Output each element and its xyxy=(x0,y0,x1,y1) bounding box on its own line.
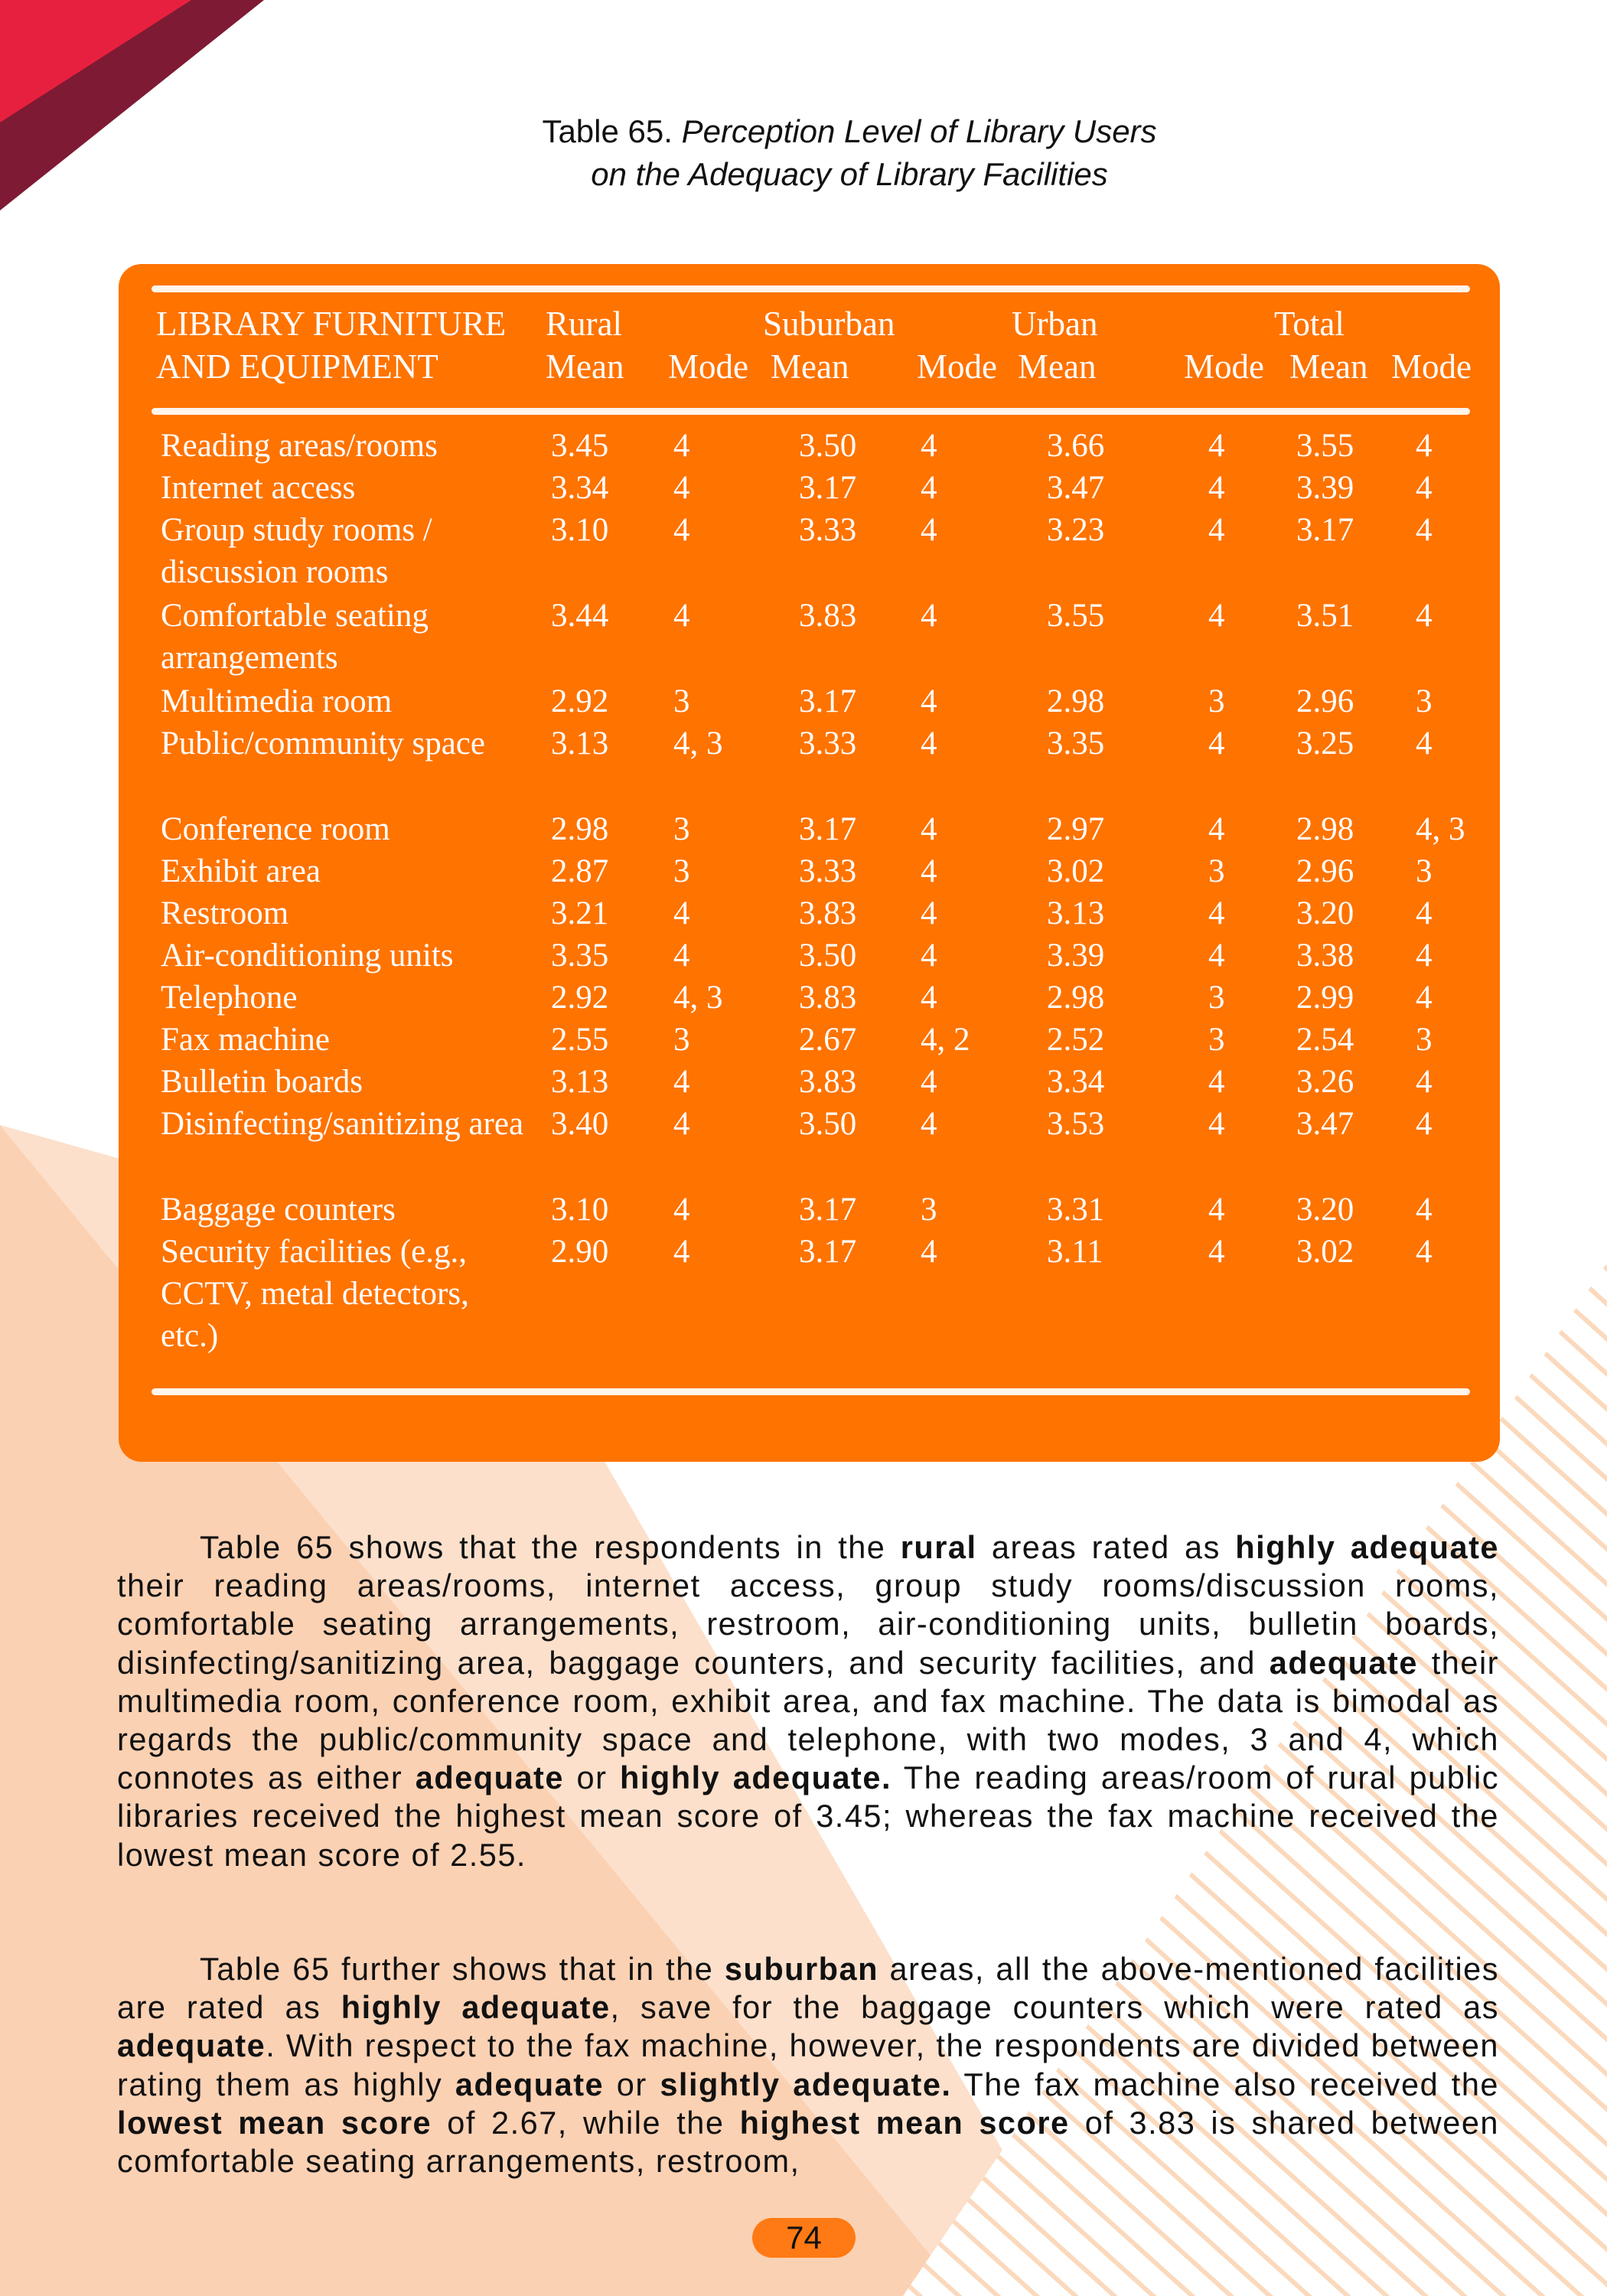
cell-total-mode: 3 xyxy=(1416,683,1433,719)
cell-rural-mode: 3 xyxy=(673,1022,690,1058)
cell-rural-mean: 3.44 xyxy=(551,598,609,634)
cell-suburban-mean: 3.33 xyxy=(799,512,857,548)
p1-text-3: their reading areas/rooms, internet access, group study rooms/discussion rooms, comfortable seating arrangements, restroom, air-conditioning units, bulletin boards, disinfecting/sanitizing area, baggage counters, and security facilities, and xyxy=(117,1567,1499,1681)
cell-urban-mean: 2.97 xyxy=(1047,811,1105,847)
cell-urban-mode: 4 xyxy=(1208,811,1225,847)
cell-suburban-mean: 3.17 xyxy=(799,470,857,506)
cell-rural-mean: 2.92 xyxy=(551,980,609,1016)
cell-rural-mode: 4 xyxy=(673,1192,690,1228)
cell-rural-mean: 3.40 xyxy=(551,1106,609,1142)
cell-total-mean: 2.96 xyxy=(1296,683,1354,719)
caption-title-line1: Perception Level of Library Users xyxy=(681,113,1157,149)
header-total-mode: Mode xyxy=(1391,347,1472,386)
cell-total-mode: 4 xyxy=(1416,938,1433,974)
header-urban-mode: Mode xyxy=(1184,347,1264,386)
cell-suburban-mean: 3.17 xyxy=(799,811,857,847)
p1-text-2: areas rated as xyxy=(976,1529,1236,1565)
p2-bold-3: adequate xyxy=(117,2027,266,2064)
cell-suburban-mode: 4, 2 xyxy=(921,1022,970,1058)
row-label: Security facilities (e.g., CCTV, metal detectors, etc.) xyxy=(161,1234,469,1354)
cell-total-mean: 3.47 xyxy=(1296,1106,1354,1142)
cell-suburban-mode: 4 xyxy=(921,1064,937,1100)
p1-bold-1: rural xyxy=(900,1529,977,1565)
cell-total-mean: 3.20 xyxy=(1296,1192,1354,1228)
cell-total-mean: 3.20 xyxy=(1296,895,1354,931)
header-total: Total xyxy=(1274,305,1345,343)
cell-urban-mode: 4 xyxy=(1208,1192,1225,1228)
cell-suburban-mode: 4 xyxy=(921,980,937,1016)
cell-urban-mode: 4 xyxy=(1208,470,1225,506)
cell-suburban-mean: 2.67 xyxy=(799,1022,857,1058)
cell-rural-mode: 4 xyxy=(673,512,690,548)
cell-rural-mean: 3.21 xyxy=(551,895,609,931)
cell-rural-mean: 3.34 xyxy=(551,470,609,506)
cell-rural-mean: 2.92 xyxy=(551,683,609,719)
cell-total-mean: 2.98 xyxy=(1296,811,1354,847)
row-label: Baggage counters xyxy=(161,1192,396,1228)
page-number: 74 xyxy=(752,2218,856,2258)
cell-suburban-mean: 3.33 xyxy=(799,853,857,889)
cell-rural-mean: 2.98 xyxy=(551,811,609,847)
header-urban-mean: Mean xyxy=(1018,347,1097,386)
cell-total-mode: 3 xyxy=(1416,1022,1433,1058)
cell-urban-mean: 3.55 xyxy=(1047,598,1105,634)
cell-urban-mode: 4 xyxy=(1208,726,1225,762)
cell-suburban-mean: 3.83 xyxy=(799,598,857,634)
cell-total-mean: 3.55 xyxy=(1296,428,1354,464)
cell-urban-mean: 3.11 xyxy=(1047,1234,1103,1270)
p2-bold-6: lowest mean score xyxy=(117,2104,432,2141)
cell-urban-mean: 3.34 xyxy=(1047,1064,1105,1100)
cell-rural-mode: 4 xyxy=(673,1106,690,1142)
cell-suburban-mode: 4 xyxy=(921,938,937,974)
cell-urban-mean: 3.23 xyxy=(1047,512,1105,548)
cell-total-mean: 3.25 xyxy=(1296,726,1354,762)
p2-text-5: or xyxy=(604,2066,660,2102)
cell-rural-mean: 3.10 xyxy=(551,1192,609,1228)
cell-urban-mode: 4 xyxy=(1208,1106,1225,1142)
cell-total-mean: 2.96 xyxy=(1296,853,1354,889)
cell-urban-mean: 2.52 xyxy=(1047,1022,1105,1058)
cell-suburban-mode: 4 xyxy=(921,726,937,762)
row-label: Telephone xyxy=(161,980,298,1016)
cell-suburban-mean: 3.50 xyxy=(799,428,857,464)
cell-total-mean: 3.26 xyxy=(1296,1064,1354,1100)
row-label: Public/community space xyxy=(161,726,485,762)
cell-urban-mode: 3 xyxy=(1208,980,1225,1016)
paragraph-suburban-summary xyxy=(117,1950,1499,2180)
cell-suburban-mode: 4 xyxy=(921,1106,937,1142)
cell-total-mode: 4 xyxy=(1416,1234,1433,1270)
cell-total-mode: 4 xyxy=(1416,470,1433,506)
cell-suburban-mode: 4 xyxy=(921,470,937,506)
caption-title-line2: on the Adequacy of Library Facilities xyxy=(591,156,1108,192)
cell-rural-mode: 4 xyxy=(673,598,690,634)
cell-suburban-mean: 3.50 xyxy=(799,938,857,974)
row-label: Reading areas/rooms xyxy=(161,428,438,464)
cell-urban-mode: 4 xyxy=(1208,598,1225,634)
cell-urban-mean: 2.98 xyxy=(1047,980,1105,1016)
cell-total-mode: 4 xyxy=(1416,1106,1433,1142)
cell-rural-mode: 4 xyxy=(673,1064,690,1100)
cell-total-mode: 4 xyxy=(1416,1192,1433,1228)
cell-total-mean: 3.02 xyxy=(1296,1234,1354,1270)
p1-bold-5: highly adequate. xyxy=(620,1760,892,1796)
cell-total-mode: 4 xyxy=(1416,980,1433,1016)
cell-urban-mode: 4 xyxy=(1208,428,1225,464)
cell-total-mean: 3.17 xyxy=(1296,512,1354,548)
row-label: Air-conditioning units xyxy=(161,938,454,974)
row-label: Group study rooms / discussion rooms xyxy=(161,512,432,590)
p1-bold-4: adequate xyxy=(415,1760,564,1796)
header-suburban: Suburban xyxy=(763,305,895,343)
p1-text-1: Table 65 shows that the respondents in the xyxy=(200,1529,901,1565)
cell-suburban-mean: 3.83 xyxy=(799,1064,857,1100)
row-label: Restroom xyxy=(161,895,289,931)
p2-text-6: The fax machine also received the xyxy=(951,2066,1499,2102)
cell-urban-mode: 3 xyxy=(1208,853,1225,889)
p2-text-3: , save for the baggage counters which were rated as xyxy=(610,1989,1499,2026)
cell-urban-mode: 4 xyxy=(1208,895,1225,931)
p2-text-2: areas, all the above-mentioned facilities are rated as xyxy=(117,1951,1499,2026)
cell-total-mode: 4 xyxy=(1416,428,1433,464)
cell-urban-mean: 3.53 xyxy=(1047,1106,1105,1142)
row-label: Bulletin boards xyxy=(161,1064,363,1100)
cell-total-mode: 3 xyxy=(1416,853,1433,889)
cell-rural-mode: 4 xyxy=(673,428,690,464)
cell-urban-mode: 4 xyxy=(1208,512,1225,548)
cell-urban-mode: 3 xyxy=(1208,1022,1225,1058)
row-label: Comfortable seating arrangements xyxy=(161,598,429,676)
cell-suburban-mode: 4 xyxy=(921,895,937,931)
cell-urban-mode: 4 xyxy=(1208,1234,1225,1270)
cell-suburban-mode: 4 xyxy=(921,1234,937,1270)
cell-urban-mean: 3.02 xyxy=(1047,853,1105,889)
paragraph-rural-summary xyxy=(117,1528,1499,1874)
cell-total-mode: 4 xyxy=(1416,598,1433,634)
p1-text-4: their multimedia room, conference room, exhibit area, and fax machine. The data is bimodal as regards the public/community space and telephone, with two modes, 3 and 4, which connotes as either xyxy=(117,1644,1499,1796)
cell-total-mean: 2.54 xyxy=(1296,1022,1354,1058)
cell-urban-mean: 2.98 xyxy=(1047,683,1105,719)
header-furniture-line1: LIBRARY FURNITURE xyxy=(156,305,507,343)
cell-rural-mean: 3.13 xyxy=(551,1064,609,1100)
cell-suburban-mean: 3.17 xyxy=(799,1234,857,1270)
data-table xyxy=(119,264,1500,1462)
cell-rural-mean: 3.35 xyxy=(551,938,609,974)
cell-total-mode: 4, 3 xyxy=(1416,811,1465,847)
cell-rural-mode: 4, 3 xyxy=(673,726,723,762)
p2-text-1: Table 65 further shows that in the xyxy=(200,1951,725,1987)
cell-total-mode: 4 xyxy=(1416,895,1433,931)
p2-text-7: of 2.67, while the xyxy=(432,2104,740,2141)
cell-total-mode: 4 xyxy=(1416,512,1433,548)
row-label: Internet access xyxy=(161,470,356,506)
cell-urban-mean: 3.31 xyxy=(1047,1192,1105,1228)
cell-suburban-mean: 3.83 xyxy=(799,980,857,1016)
cell-urban-mean: 3.39 xyxy=(1047,938,1105,974)
header-urban: Urban xyxy=(1012,305,1098,343)
cell-rural-mean: 3.10 xyxy=(551,512,609,548)
cell-rural-mean: 2.90 xyxy=(551,1234,609,1270)
row-label: Multimedia room xyxy=(161,683,393,719)
cell-suburban-mean: 3.83 xyxy=(799,895,857,931)
p2-bold-5: slightly adequate. xyxy=(660,2066,952,2102)
p1-bold-3: adequate xyxy=(1269,1644,1418,1681)
cell-rural-mode: 4 xyxy=(673,470,690,506)
caption-prefix: Table 65. xyxy=(542,113,673,149)
table-caption xyxy=(0,110,1607,196)
header-suburban-mode: Mode xyxy=(917,347,997,386)
cell-total-mean: 3.38 xyxy=(1296,938,1354,974)
cell-suburban-mean: 3.50 xyxy=(799,1106,857,1142)
cell-urban-mode: 4 xyxy=(1208,1064,1225,1100)
cell-urban-mean: 3.47 xyxy=(1047,470,1105,506)
cell-total-mean: 3.39 xyxy=(1296,470,1354,506)
cell-urban-mode: 3 xyxy=(1208,683,1225,719)
header-rural: Rural xyxy=(546,305,622,343)
p2-text-8: of 3.83 is shared between comfortable seating arrangements, restroom, xyxy=(117,2104,1500,2180)
cell-total-mean: 3.51 xyxy=(1296,598,1354,634)
cell-suburban-mode: 4 xyxy=(921,853,937,889)
cell-suburban-mode: 3 xyxy=(921,1192,937,1228)
header-furniture-line2: AND EQUIPMENT xyxy=(156,347,438,386)
cell-suburban-mode: 4 xyxy=(921,512,937,548)
p1-text-6: The reading areas/room of rural public libraries received the highest mean score of 3.45; whereas the fax machine received the lowest mean score of 2.55. xyxy=(117,1760,1499,1873)
p2-bold-4: adequate xyxy=(455,2066,605,2102)
cell-urban-mean: 3.66 xyxy=(1047,428,1105,464)
cell-suburban-mode: 4 xyxy=(921,598,937,634)
cell-rural-mode: 4 xyxy=(673,938,690,974)
cell-suburban-mode: 4 xyxy=(921,683,937,719)
cell-suburban-mean: 3.33 xyxy=(799,726,857,762)
p1-text-5: or xyxy=(563,1760,620,1796)
header-rural-mode: Mode xyxy=(668,347,748,386)
cell-urban-mode: 4 xyxy=(1208,938,1225,974)
table-content xyxy=(119,264,1500,1462)
p2-bold-1: suburban xyxy=(724,1951,878,1987)
cell-rural-mode: 4 xyxy=(673,1234,690,1270)
cell-urban-mean: 3.13 xyxy=(1047,895,1105,931)
cell-suburban-mode: 4 xyxy=(921,428,937,464)
cell-urban-mean: 3.35 xyxy=(1047,726,1105,762)
row-label: Disinfecting/sanitizing area xyxy=(161,1106,524,1142)
cell-suburban-mode: 4 xyxy=(921,811,937,847)
cell-total-mode: 4 xyxy=(1416,726,1433,762)
p2-bold-7: highest mean score xyxy=(739,2104,1070,2141)
cell-total-mean: 2.99 xyxy=(1296,980,1354,1016)
cell-rural-mean: 3.13 xyxy=(551,726,609,762)
header-rural-mean: Mean xyxy=(546,347,624,386)
cell-suburban-mean: 3.17 xyxy=(799,683,857,719)
row-label: Conference room xyxy=(161,811,390,847)
p2-bold-2: highly adequate xyxy=(341,1989,611,2026)
header-suburban-mean: Mean xyxy=(771,347,849,386)
cell-rural-mean: 2.87 xyxy=(551,853,609,889)
p2-text-4: . With respect to the fax machine, however, the respondents are divided between rating them as highly xyxy=(117,2027,1499,2102)
cell-rural-mean: 2.55 xyxy=(551,1022,609,1058)
cell-rural-mode: 3 xyxy=(673,811,690,847)
row-label: Exhibit area xyxy=(161,853,321,889)
p1-bold-2: highly adequate xyxy=(1235,1529,1499,1565)
row-label: Fax machine xyxy=(161,1022,330,1058)
cell-rural-mean: 3.45 xyxy=(551,428,609,464)
cell-rural-mode: 3 xyxy=(673,853,690,889)
cell-suburban-mean: 3.17 xyxy=(799,1192,857,1228)
cell-total-mode: 4 xyxy=(1416,1064,1433,1100)
cell-rural-mode: 4 xyxy=(673,895,690,931)
cell-rural-mode: 4, 3 xyxy=(673,980,723,1016)
header-total-mean: Mean xyxy=(1289,347,1368,386)
cell-rural-mode: 3 xyxy=(673,683,690,719)
